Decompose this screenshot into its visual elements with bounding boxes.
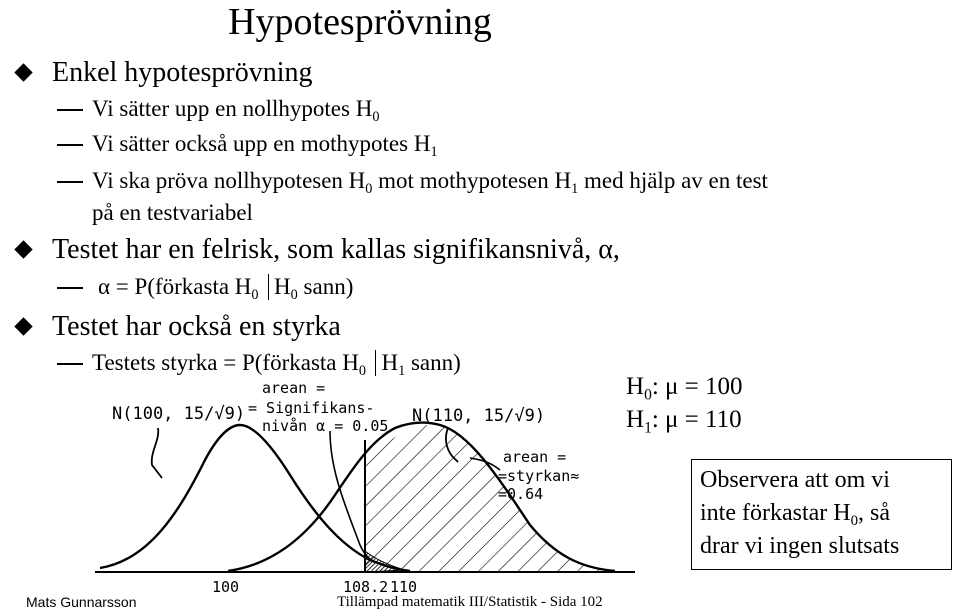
bullet-text: Testet har också en styrka xyxy=(52,311,341,342)
bullet-text: Testet har en felrisk, som kallas signifikansnivå, α, xyxy=(52,234,620,265)
pointer-h0 xyxy=(152,428,162,478)
h0-curve xyxy=(100,425,410,571)
tick-110: 110 xyxy=(390,578,418,596)
sub-item-continuation: på en testvariabel xyxy=(92,200,253,225)
footer-course: Tillämpad matematik III/Statistik - Sida 102 xyxy=(337,594,603,610)
power-region xyxy=(365,425,610,572)
tick-108: 108.2 xyxy=(343,578,389,596)
page-title: Hypotesprövning xyxy=(228,1,492,43)
label-power-3: =0.64 xyxy=(498,485,544,503)
sub-item: Vi sätter också upp en mothypotes $H_1$ xyxy=(92,131,438,157)
label-alpha-3: nivån α = 0.05 xyxy=(262,417,389,435)
tick-100: 100 xyxy=(212,578,240,596)
sub-item: Vi ska pröva nollhypotesen $H_0$ mot mothypotesen $H_1$ med hjälp av en test xyxy=(92,168,768,194)
label-alpha-2: = Signifikans- xyxy=(248,399,375,417)
footer-author: Mats Gunnarsson xyxy=(26,594,137,610)
note-box: Observera att om vi inte förkastar $H_0$, så drar vi ingen slutsats xyxy=(691,459,952,570)
label-h0: N(100, 15/√9) xyxy=(112,404,246,424)
label-power-1: arean = xyxy=(503,448,567,466)
hypothesis-h1: $H_1$: μ = 110 xyxy=(626,406,742,437)
label-h1: N(110, 15/√9) xyxy=(412,406,546,426)
sub-item: Vi sätter upp en nollhypotes $H_0$ xyxy=(92,96,379,122)
sub-item-power: Testets styrka = P(förkasta $H_0$ $H_1$ sann) xyxy=(92,350,461,376)
sub-item-alpha: α = P(förkasta $H_0$ $H_0$ sann) xyxy=(98,274,353,300)
hypothesis-h0: $H_0$: μ = 100 xyxy=(626,373,743,404)
label-power-2: =styrkan≈ xyxy=(498,467,580,485)
page-number: Sida 102 xyxy=(549,594,603,610)
label-alpha-1: arean = xyxy=(262,379,326,397)
bullet-text: Enkel hypotesprövning xyxy=(52,57,313,88)
